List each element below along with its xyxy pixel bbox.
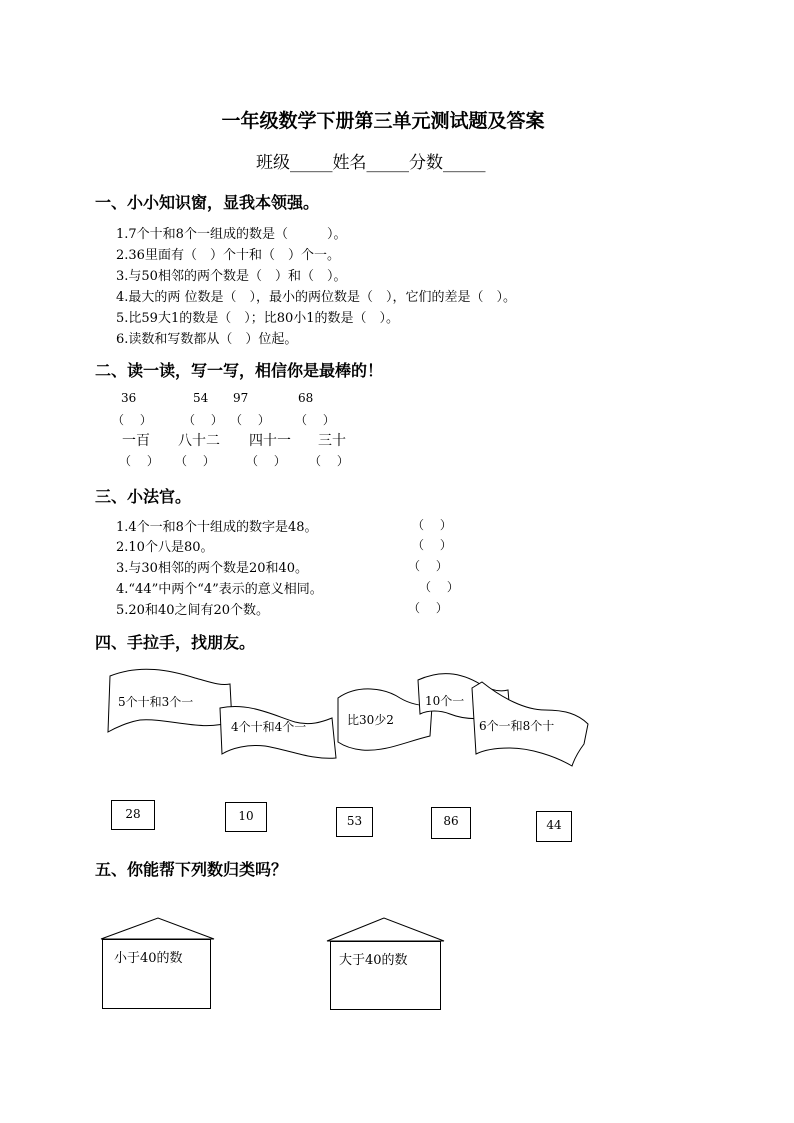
number-to-read: 97: [233, 391, 249, 405]
answer-blank[interactable]: （ ）: [295, 413, 335, 427]
section3-heading: 三、小法官。: [95, 487, 192, 506]
number-box[interactable]: 53: [336, 807, 373, 837]
judge-blank[interactable]: （ ）: [412, 518, 452, 532]
ribbon-label: 比30少2: [347, 713, 394, 727]
judge-blank[interactable]: （ ）: [408, 559, 448, 573]
word-to-write: 四十一: [249, 433, 291, 449]
number-box[interactable]: 28: [111, 800, 155, 830]
answer-blank[interactable]: （ ）: [112, 413, 152, 427]
student-info-line: 班级_____姓名_____分数_____: [256, 153, 486, 173]
ribbon-label: 10个一: [425, 694, 465, 708]
number-box[interactable]: 44: [536, 811, 572, 842]
judge-item: 2.10个八是80。: [116, 540, 214, 555]
word-to-write: 八十二: [178, 433, 220, 449]
number-box[interactable]: 10: [225, 802, 267, 832]
judge-item: 4.“44”中两个“4”表示的意义相同。: [116, 582, 323, 597]
house-label: 小于40的数: [114, 951, 183, 966]
answer-blank[interactable]: （ ）: [309, 454, 349, 468]
section1-item: 3.与50相邻的两个数是（ ）和（ ）。: [116, 269, 347, 284]
ribbon-label: 4个十和4个一: [231, 720, 307, 734]
section4-heading: 四、手拉手，找朋友。: [95, 633, 256, 652]
judge-item: 5.20和40之间有20个数。: [116, 603, 270, 618]
section1-item: 2.36里面有（ ）个十和（ ）个一。: [116, 248, 340, 263]
section1-item: 5.比59大1的数是（ ）；比80小1的数是（ ）。: [116, 311, 400, 326]
word-to-write: 三十: [318, 433, 346, 449]
section1-heading: 一、小小知识窗，显我本领强。: [95, 193, 320, 212]
section5-heading: 五、你能帮下列数归类吗？: [95, 860, 288, 879]
ribbon-label: 6个一和8个十: [479, 719, 555, 733]
answer-blank[interactable]: （ ）: [183, 413, 223, 427]
judge-blank[interactable]: （ ）: [408, 601, 448, 615]
page-title: 一年级数学下册第三单元测试题及答案: [221, 110, 545, 132]
answer-blank[interactable]: （ ）: [119, 454, 159, 468]
judge-item: 1.4个一和8个十组成的数字是48。: [116, 520, 318, 535]
section1-item: 6.读数和写数都从（ ）位起。: [116, 332, 298, 347]
judge-blank[interactable]: （ ）: [412, 538, 452, 552]
ribbon-label: 5个十和3个一: [118, 695, 194, 709]
number-box[interactable]: 86: [431, 807, 471, 839]
judge-blank[interactable]: （ ）: [419, 580, 459, 594]
answer-blank[interactable]: （ ）: [246, 454, 286, 468]
section1-item: 4.最大的两 位数是（ ），最小的两位数是（ ），它们的差是（ ）。: [116, 290, 517, 305]
number-to-read: 54: [193, 391, 209, 405]
section2-heading: 二、读一读，写一写，相信你是最棒的！: [95, 361, 384, 380]
judge-item: 3.与30相邻的两个数是20和40。: [116, 561, 309, 576]
answer-blank[interactable]: （ ）: [175, 454, 215, 468]
answer-blank[interactable]: （ ）: [230, 413, 270, 427]
number-to-read: 36: [121, 391, 137, 405]
house-label: 大于40的数: [339, 953, 408, 968]
word-to-write: 一百: [122, 433, 150, 449]
number-to-read: 68: [298, 391, 314, 405]
section1-item: 1.7个十和8个一组成的数是（ ）。: [116, 227, 347, 242]
